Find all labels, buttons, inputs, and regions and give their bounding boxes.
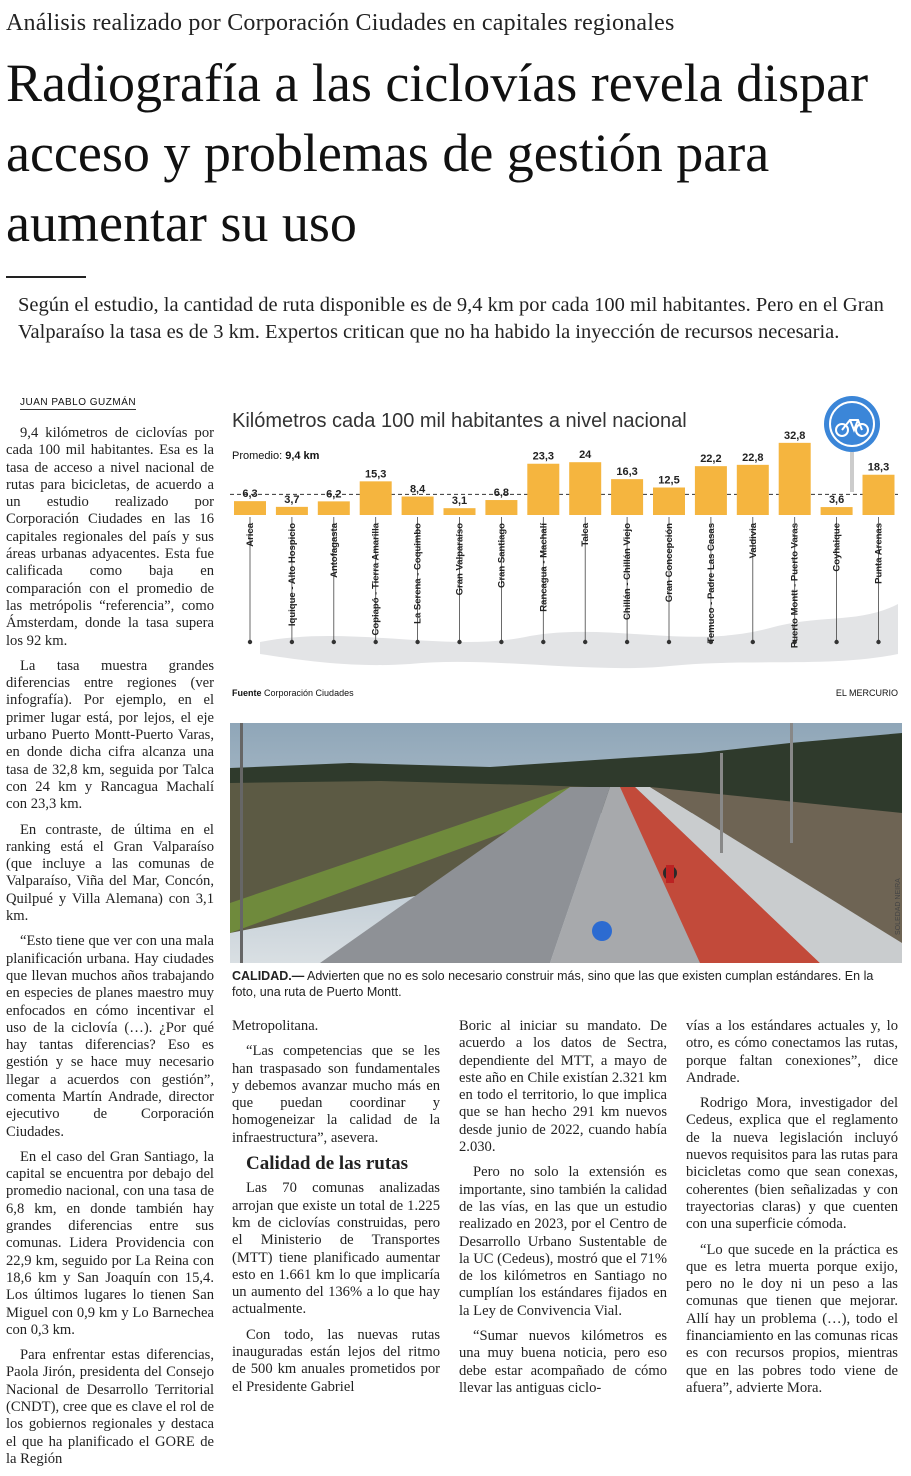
paragraph: Para enfrentar estas diferencias, Paola Jirón, presidenta del Consejo Nacional de Desarrollo Territorial (CNDT), cree que es clave el rol de los gobiernos regionales y destaca el que ha planificado el GORE de la Región [6,1347,214,1467]
section-subheading: Calidad de las rutas [246,1153,409,1175]
paragraph: 9,4 kilómetros de ciclovías por cada 100 mil habitantes. Esa es la tasa de acceso a nivel nacional de rutas para bicicletas, de acuerdo a un estudio realizado por Corporación Ciudades en las 16 capitales regionales del país y sus áreas urbanas adyacentes. Esta fue calificada como baja en comparación con el promedio de las metrópolis “referencia”, como Ámsterdam, donde la tasa supera los 92 km. [6,425,214,649]
city-marker [625,640,629,644]
city-label: La Serena - Coquimbo [412,523,424,624]
bar [779,443,811,515]
bar-chart [230,392,902,692]
bar [569,462,601,515]
paragraph: “Sumar nuevos kilómetros es una muy buena noticia, pero eso debe estar acompañado de cómo llevar las antiguas ciclo- [459,1328,667,1396]
article-column-3 [459,1018,667,1405]
city-marker [374,640,378,644]
divider [6,276,86,278]
bar [360,481,392,515]
byline: JUAN PABLO GUZMÁN [20,397,137,408]
source-note [232,688,354,698]
city-marker [834,640,838,644]
bar [737,465,769,515]
bar [276,507,308,515]
city-marker [876,640,880,644]
city-label: Gran Santiago [496,523,508,588]
data-label: 15,3 [364,468,387,481]
paragraph: Rodrigo Mora, investigador del Cedeus, explica que el reglamento de la nueva legislación incluyó nuevos requisitos para las rutas para bicicletas como que sean conexas, coherentes (bien señalizadas y con trayectorias claras) y que cuenten con una superficie cómoda. [686,1095,898,1233]
headline: Radiografía a las ciclovías revela dispar acceso y problemas de gestión para aumentar su uso [6,53,869,253]
data-label: 3,6 [828,494,845,507]
paragraph: “Esto tiene que ver con una mala planificación urbana. Hay ciudades que llevan muchos años trabajando en especies de planes maestro muy enfocados en cómo incentivar el uso de la ciclovía (…). ¿Por qué hay tantas diferencias? Eso es gestión y se hace muy necesario llegar a acuerdos con gestión”, comenta Martín Andrade, director ejecutivo de Corporación Ciudades. [6,933,214,1140]
paragraph: “Las competencias que se les han traspasado son fundamentales y debemos avanzar mucho más en que puedan coordinar y homogeneizar la calidad de la infraestructura”, asevera. [232,1043,440,1146]
article-column-1 [6,425,214,1476]
paragraph: vías a los estándares actuales y, lo otro, es cómo conectamos las rutas, porque faltan conexiones”, dice Andrade. [686,1018,898,1086]
data-label: 32,8 [783,429,806,442]
city-label: Iquique - Alto Hospicio [286,523,298,627]
city-marker [290,640,294,644]
bar [444,508,476,515]
data-label: 22,2 [700,453,722,466]
paragraph: En el caso del Gran Santiago, la capital se encuentra por debajo del promedio nacional, con una tasa de 6,8 km, en donde también hay grandes diferencias entre sus comunas. Lidera Providencia con 22,9 km, seguido por La Reina con 18,6 km y San Joaquín con 15,4. Los últimos lugares lo tienen San Miguel con 0,9 km y Lo Barnechea con 0,3 km. [6,1148,214,1338]
paragraph: Pero no solo la extensión es importante, sino también la calidad de las vías, en las que un estudio realizado en 2023, por el Centro de Desarrollo Urbano Sustentable de la UC (Cedeus), mostró que el 71% de los kilómetros en Santiago no cumplían los estándares fijados en la Ley de Convivencia Vial. [459,1164,667,1319]
paragraph: Con todo, las nuevas rutas inauguradas están lejos del ritmo de 500 km anuales prometidos por el Presidente Gabriel [232,1326,440,1395]
paragraph: Metropolitana. [232,1018,319,1034]
bar [402,497,434,515]
data-label: 23,3 [532,450,555,463]
lead-paragraph: Según el estudio, la cantidad de ruta disponible es de 9,4 km por cada 100 mil habitantes. Pero en el Gran Valparaíso la tasa es de 3 km. Expertos critican que no ha habido la inyección de recursos necesaria. [18,294,884,343]
city-label: Talca [580,523,592,547]
graphic-credit: EL MERCURIO [835,688,898,698]
city-marker [248,640,252,644]
city-label: Arica [245,523,256,547]
average-label-text: Promedio: [232,450,283,462]
photo-credit: SOLEDAD NEIRA [895,878,902,935]
data-label: 12,5 [658,474,680,487]
average-value: 9,4 km [285,450,320,462]
bar [653,488,685,516]
paragraph: Las 70 comunas analizadas arrojan que existe un total de 1.225 km de ciclovías construidas, pero el Ministerio de Transportes (MTT) tiene planificado aumentar esto en 1.661 km lo que implicaría un aumento del 136% a lo que hay actualmente. [232,1180,440,1318]
sign-post [850,452,854,492]
city-marker [332,640,336,644]
chile-map-silhouette [260,604,898,668]
bar [821,507,853,515]
city-label: Coyhaique [831,523,843,572]
data-label: 3,7 [284,493,300,506]
data-label: 24 [579,449,592,462]
city-label: Valdivia [747,523,759,559]
data-label: 22,8 [742,451,764,464]
city-label: Gran Concepción [664,523,675,603]
data-label: 18,3 [867,461,890,474]
photo-caption [232,968,900,1000]
bar [318,501,350,515]
bar [611,479,643,515]
city-marker [415,640,419,644]
photo [230,723,902,963]
bar [485,500,517,515]
article-column-2 [232,1018,440,1404]
city-label: Gran Valparaíso [454,523,466,596]
paragraph: Boric al iniciar su mandato. De acuerdo a los datos de Sectra, dependiente del MTT, a mayo de este año en Chile existían 2.321 km en todo el territorio, lo que implica que se han hecho 291 km nuevos desde junio de 2022, cuando había 2.030. [459,1018,667,1156]
paragraph: En contraste, de última en el ranking está el Gran Valparaíso (que incluye a las comunas de Valparaíso, Viña del Mar, Concón, Quilpué y Villa Alemana) con 3,1 km. [6,821,214,925]
caption-label: CALIDAD.— [232,969,305,983]
city-marker [751,640,755,644]
data-label: 6,2 [326,488,342,501]
bar [863,475,895,515]
city-label: Chillán - Chillán Viejo [622,523,634,620]
caption-text: Advierten que no es solo necesario construir más, sino que las que existen cumplan estándares. En la foto, una ruta de Puerto Montt. [232,969,874,999]
bar [527,464,559,515]
city-label: Copiapó - Tierra Amarilla [370,523,382,636]
data-label: 16,3 [616,466,638,479]
city-marker [583,640,587,644]
city-marker [541,640,545,644]
source-label: Fuente [232,688,262,698]
city-label: Temuco - Padre Las Casas [705,523,717,644]
city-label: Punta Arenas [873,523,885,584]
city-label: Puerto Montt - Puerto Varas [789,523,801,649]
data-label: 8,4 [409,483,426,496]
city-marker [457,640,461,644]
city-label: Antofagasta [328,523,340,578]
infographic [230,392,902,704]
paragraph: “Lo que sucede en la práctica es que es letra muerta porque exijo, pero no le doy ni un peso a las comunas que tienen que mejorar. Allí hay un problema (…), todo el financiamiento en las comunas ricas es con recursos propios, mientras que en las pobres todo viene de afuera”, advierte Mora. [686,1241,898,1396]
city-label: Rancagua - Machalí [538,523,550,612]
data-label: 3,1 [451,495,468,508]
data-label: 6,8 [493,487,510,500]
source-text: Corporación Ciudades [264,688,354,698]
data-label: 6,3 [242,488,258,501]
city-marker [499,640,503,644]
city-marker [667,640,671,644]
bar [234,501,266,515]
bar [695,466,727,515]
paragraph: La tasa muestra grandes diferencias entre regiones (ver infografía). Por ejemplo, en el primer lugar está, por lejos, el eje urbano Puerto Montt-Puerto Varas, en donde dicha cifra alcanza una tasa de 32,8 km, seguida por Talca con 24 km y Rancagua Machalí con 23,3 km. [6,657,214,813]
chart-title: Kilómetros cada 100 mil habitantes a nivel nacional [232,410,687,432]
bike-lane-photo [230,723,902,963]
article-column-4 [686,1018,898,1405]
kicker: Análisis realizado por Corporación Ciudades en capitales regionales [6,10,675,36]
